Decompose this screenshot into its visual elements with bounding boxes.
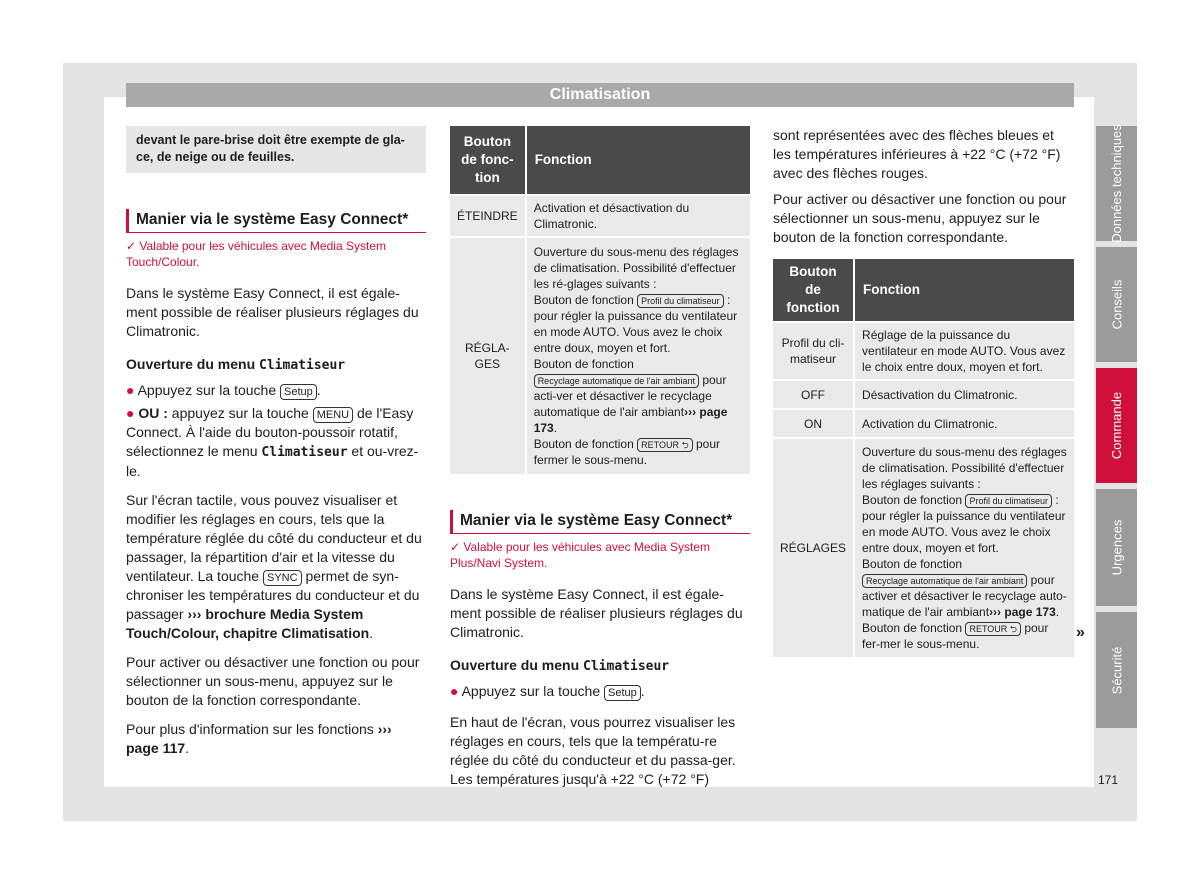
- subheading: Ouverture du menu Climatiseur: [450, 657, 670, 674]
- chapter-title: Climatisation: [126, 83, 1074, 107]
- page-number: 171: [1098, 773, 1119, 787]
- section-heading: Manier via le système Easy Connect*: [450, 510, 750, 534]
- description-paragraph: En haut de l'écran, vous pourrez visualiser les réglages en cours, tels que la températu-re réglée du côté du conducteur et du passa-ger. Les températures jusqu'à +22 °C (+72 °F): [450, 714, 736, 787]
- intro-paragraph: Dans le système Easy Connect, il est égale-ment possible de réaliser plusieurs réglages du Climatronic.: [126, 285, 419, 339]
- tab-commande[interactable]: Commande: [1096, 368, 1137, 483]
- recirculation-key: Recyclage automatique de l'air ambiant: [862, 574, 1027, 588]
- table-row: RÉGLAGES Ouverture du sous-menu des réglages de climatisation. Possibilité d'effectuer les réglages suivants : Bouton de fonction Profil du climatiseur : pour régler la puissance du ventilateur en mode AUTO. Vous avez le choix entre doux, moyen et fort. Bouton de fonction Recyclage automatique de l'air ambiant pour activer et désactiver le recyclage auto-matique de l'air ambiant››› page 173. Bouton de fonction RETOUR ⮌ pour fer-mer le sous-menu.: [773, 439, 1074, 657]
- setup-key: Setup: [280, 384, 317, 400]
- table-row: ON Activation du Climatronic.: [773, 410, 1074, 437]
- warning-note: devant le pare-brise doit être exempte de gla-ce, de neige ou de feuilles.: [126, 126, 426, 173]
- section-heading: Manier via le système Easy Connect*: [126, 209, 426, 233]
- setup-key: Setup: [604, 685, 641, 701]
- tab-conseils[interactable]: Conseils: [1096, 247, 1137, 362]
- menu-key: MENU: [313, 407, 353, 423]
- continued-icon: »: [1076, 624, 1085, 641]
- bullet-item: ● Appuyez sur la touche Setup .: [126, 382, 321, 398]
- validity-note: ✓ Valable pour les véhicules avec Media System Touch/Colour.: [126, 239, 386, 269]
- description-paragraph: Sur l'écran tactile, vous pouvez visualiser et modifier les réglages en cours, tels que la température réglée du côté du conducteur et du passager, la répartition d'air et la vitesse du ventilateur. La touche SYNC permet de syn-chroniser les températures du conducteur et du passager ››› brochure Media System Touch/Colour, chapitre Climatisation.: [126, 492, 422, 641]
- column-2: [450, 126, 750, 789]
- bullet-item: ● OU : appuyez sur la touche MENU de l'Easy Connect. À l'aide du bouton-poussoir rotatif, sélectionnez le menu Climatiseur et ou-vrez-le.: [126, 405, 419, 479]
- tab-donnees-techniques[interactable]: Données techniques: [1096, 126, 1137, 241]
- recirculation-key: Recyclage automatique de l'air ambiant: [534, 374, 699, 388]
- validity-note: ✓ Valable pour les véhicules avec Media System Plus/Navi System.: [450, 540, 710, 570]
- bullet-item: ● Appuyez sur la touche Setup .: [450, 683, 645, 699]
- tab-urgences[interactable]: Urgences: [1096, 489, 1137, 606]
- cross-reference-link[interactable]: ››› brochure Media System Touch/Colour, chapitre Climatisation: [126, 606, 370, 641]
- bullet-icon: ●: [126, 405, 135, 421]
- activation-paragraph: Pour activer ou désactiver une fonction ou pour sélectionner un sous-menu, appuyez sur le bouton de la fonction correspondante.: [773, 191, 1067, 245]
- bullet-icon: ●: [450, 683, 459, 699]
- back-key: RETOUR ⮌: [637, 438, 693, 452]
- bullet-icon: ●: [126, 382, 135, 398]
- intro-paragraph: Dans le système Easy Connect, il est égale-ment possible de réaliser plusieurs réglages du Climatronic.: [450, 586, 743, 640]
- table-header-cell: Bouton de fonction: [773, 259, 855, 321]
- profile-key: Profil du climatiseur: [965, 494, 1052, 508]
- tab-securite[interactable]: Sécurité: [1096, 612, 1137, 728]
- column-1: [126, 126, 426, 758]
- column-3: [773, 126, 1074, 659]
- page-link[interactable]: ››› page 173: [989, 605, 1056, 619]
- function-table-1: [450, 124, 750, 476]
- subheading: Ouverture du menu Climatiseur: [126, 356, 346, 373]
- table-row: ÉTEINDRE Activation et désactivation du Climatronic.: [450, 196, 750, 236]
- sync-key: SYNC: [263, 570, 302, 586]
- table-row: Profil du cli-matiseur Réglage de la puissance du ventilateur en mode AUTO. Vous avez le choix entre doux, moyen et fort.: [773, 323, 1074, 379]
- page-link[interactable]: ››› page 117: [126, 721, 392, 756]
- table-row: RÉGLA-GES Ouverture du sous-menu des réglages de climatisation. Possibilité d'effectuer les ré-glages suivants : Bouton de fonction Profil du climatiseur : pour régler la puissance du ventilateur en mode AUTO. Vous avez le choix entre doux, moyen et fort. Bouton de fonction Recyclage automatique de l'air ambiant pour acti-ver et désactiver le recyclage automatique de l'air ambiant››› page 173. Bouton de fonction RETOUR ⮌ pour fermer le sous-menu.: [450, 238, 750, 474]
- page-link[interactable]: ››› page 173: [533, 405, 728, 435]
- more-info-paragraph: Pour plus d'information sur les fonctions ››› page 117.: [126, 721, 392, 756]
- continuation-paragraph: sont représentées avec des flèches bleues et les températures inférieures à +22 °C (+72 °F) avec des flèches rouges.: [773, 127, 1061, 181]
- activation-paragraph: Pour activer ou désactiver une fonction ou pour sélectionner un sous-menu, appuyez sur le bouton de la fonction correspondante.: [126, 654, 420, 708]
- profile-key: Profil du climatiseur: [637, 294, 724, 308]
- back-key: RETOUR ⮌: [965, 622, 1021, 636]
- table-header-cell: Bouton de fonc-tion: [450, 126, 527, 194]
- table-header-cell: Fonction: [527, 126, 750, 194]
- function-table-2: [773, 257, 1074, 659]
- table-header-cell: Fonction: [855, 259, 1074, 321]
- table-row: OFF Désactivation du Climatronic.: [773, 381, 1074, 408]
